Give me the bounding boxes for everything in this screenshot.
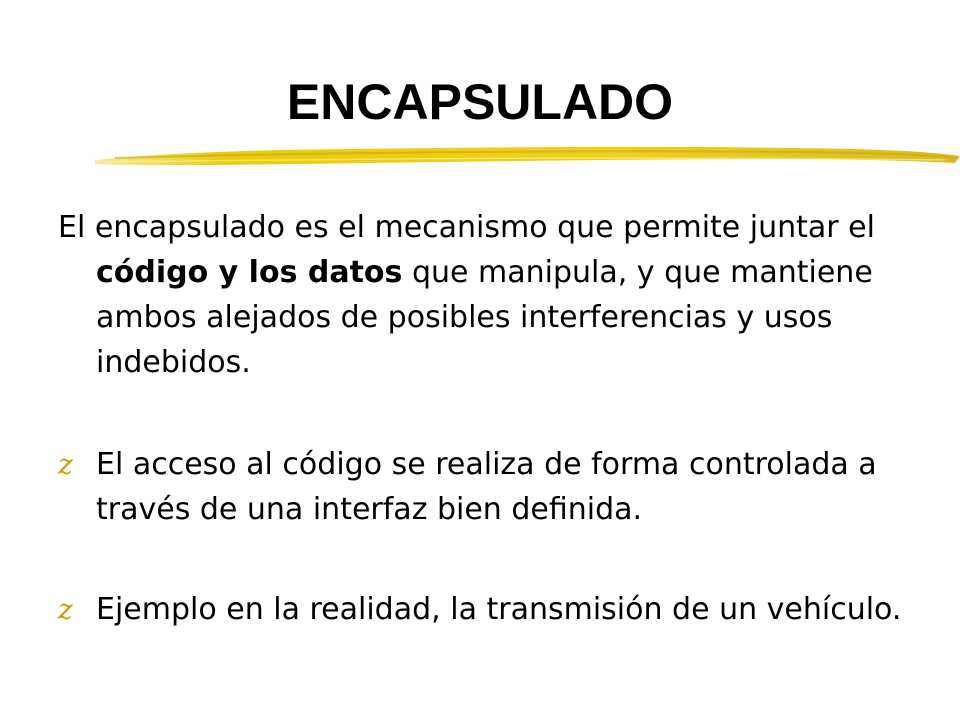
intro-bold-text: código y los datos <box>96 255 403 290</box>
intro-text-2: que manipula, y que mantiene ambos alejados de posibles interferencias y usos indebidos. <box>96 255 873 380</box>
bullet-item-example <box>58 587 956 632</box>
intro-paragraph <box>58 205 956 385</box>
title-brush-underline <box>95 138 960 170</box>
z-bullet-icon: z <box>58 593 73 626</box>
bullet-text-example: Ejemplo en la realidad, la transmisión de un vehículo. <box>96 592 902 627</box>
bullet-text-access: El acceso al código se realiza de forma controlada a través de una interfaz bien definida. <box>96 447 877 527</box>
z-bullet-icon: z <box>58 448 73 481</box>
bullet-item-access <box>58 442 956 532</box>
slide-title: ENCAPSULADO <box>286 74 674 130</box>
intro-text-1: El encapsulado es el mecanismo que permite juntar el <box>58 210 875 245</box>
